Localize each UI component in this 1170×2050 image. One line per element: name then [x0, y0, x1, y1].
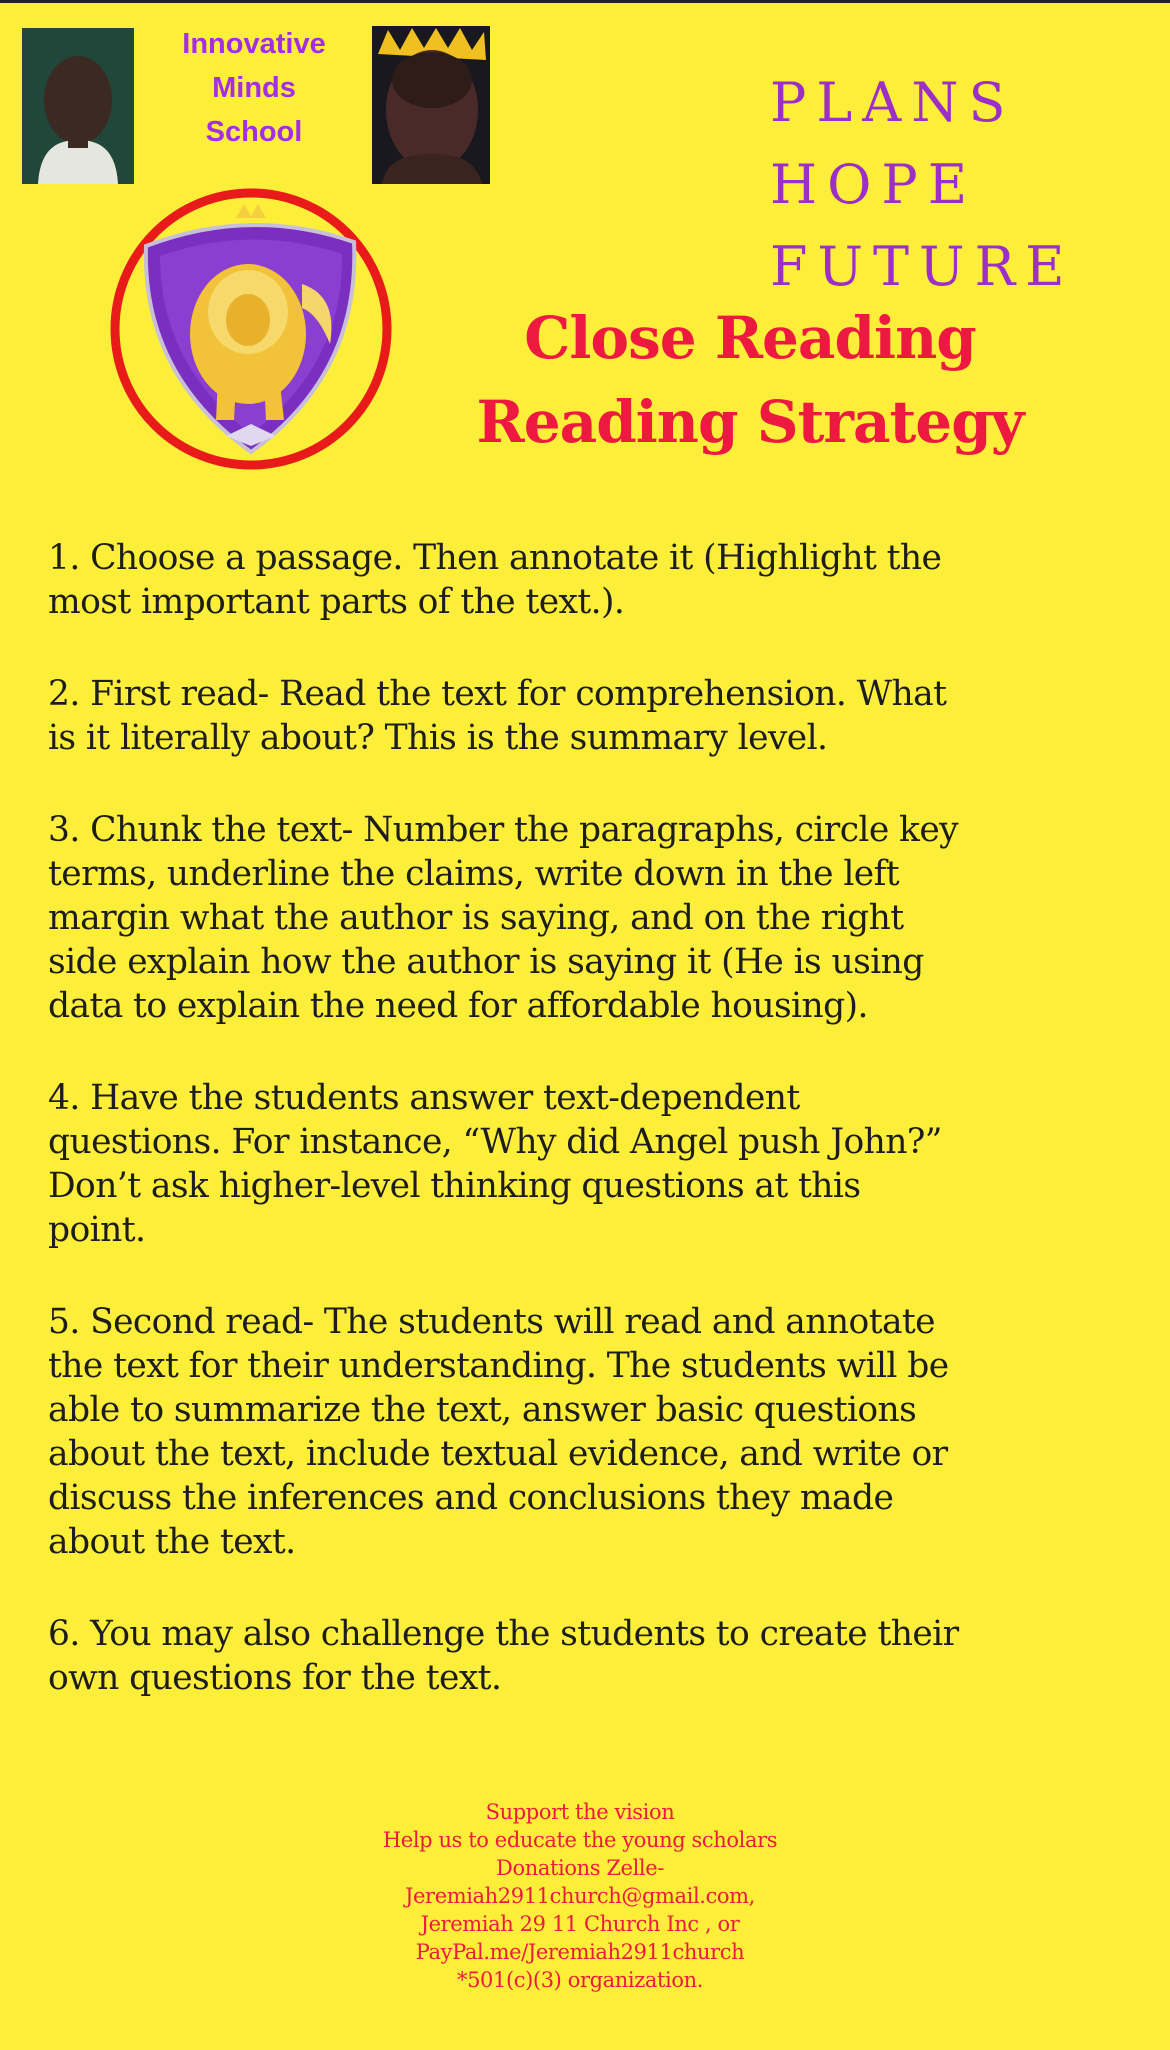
tagline-word: HOPE [770, 153, 978, 216]
step-line: able to summarize the text, answer basic questions [48, 1390, 917, 1430]
top-border [0, 0, 1170, 3]
lion-shield-emblem-icon [98, 184, 404, 474]
strategy-steps [48, 536, 1128, 1748]
tagline-word: FUTURE [770, 235, 1075, 298]
step-line: side explain how the author is saying it (He is using [48, 942, 924, 982]
step-line: is it literally about? This is the summary level. [48, 718, 828, 758]
footer-line: Support the vision [485, 1800, 675, 1824]
step-2 [48, 672, 1128, 760]
school-name-line: Minds [212, 72, 296, 104]
step-1 [48, 536, 1128, 624]
footer-line: *501(c)(3) organization. [456, 1968, 704, 1992]
school-name-line: School [205, 116, 303, 148]
step-3 [48, 808, 1128, 1028]
school-name [140, 22, 368, 154]
step-line: about the text, include textual evidence, and write or [48, 1434, 948, 1474]
step-line: about the text. [48, 1522, 296, 1562]
footer-line: Jeremiah 29 11 Church Inc , or [420, 1912, 740, 1936]
tagline [770, 62, 1075, 308]
step-line: data to explain the need for affordable housing). [48, 986, 868, 1026]
step-5 [48, 1300, 1128, 1564]
step-line: 2. First read- Read the text for comprehension. What [48, 674, 947, 714]
footer-line: Help us to educate the young scholars [382, 1828, 778, 1852]
step-line: the text for their understanding. The students will be [48, 1346, 949, 1386]
step-line: most important parts of the text.). [48, 582, 625, 622]
step-4 [48, 1076, 1128, 1252]
step-line: 6. You may also challenge the students to create their [48, 1614, 959, 1654]
step-line: margin what the author is saying, and on the right [48, 898, 904, 938]
step-line: terms, underline the claims, write down in the left [48, 854, 900, 894]
footer-paypal: PayPal.me/Jeremiah2911church [415, 1940, 745, 1964]
step-line: 4. Have the students answer text-dependent [48, 1078, 800, 1118]
step-line: discuss the inferences and conclusions they made [48, 1478, 894, 1518]
school-name-line: Innovative [182, 28, 326, 60]
step-line: 1. Choose a passage. Then annotate it (Highlight the [48, 538, 942, 578]
title-line: Close Reading [524, 304, 976, 372]
step-line: 5. Second read- The students will read and annotate [48, 1302, 936, 1342]
step-6 [48, 1612, 1128, 1700]
step-line: questions. For instance, “Why did Angel push John?” [48, 1122, 942, 1162]
step-line: point. [48, 1210, 146, 1250]
donation-footer [280, 1798, 880, 1994]
step-line: own questions for the text. [48, 1658, 502, 1698]
student-portrait-icon [22, 28, 134, 184]
title-line: Reading Strategy [476, 388, 1024, 456]
tagline-word: PLANS [770, 71, 1016, 134]
student-portrait-icon [372, 26, 490, 184]
page-title [420, 296, 1080, 464]
footer-email: Jeremiah2911church@gmail.com, [405, 1884, 755, 1908]
step-line: 3. Chunk the text- Number the paragraphs, circle key [48, 810, 959, 850]
footer-line: Donations Zelle- [496, 1856, 664, 1880]
step-line: Don’t ask higher-level thinking questions at this [48, 1166, 861, 1206]
